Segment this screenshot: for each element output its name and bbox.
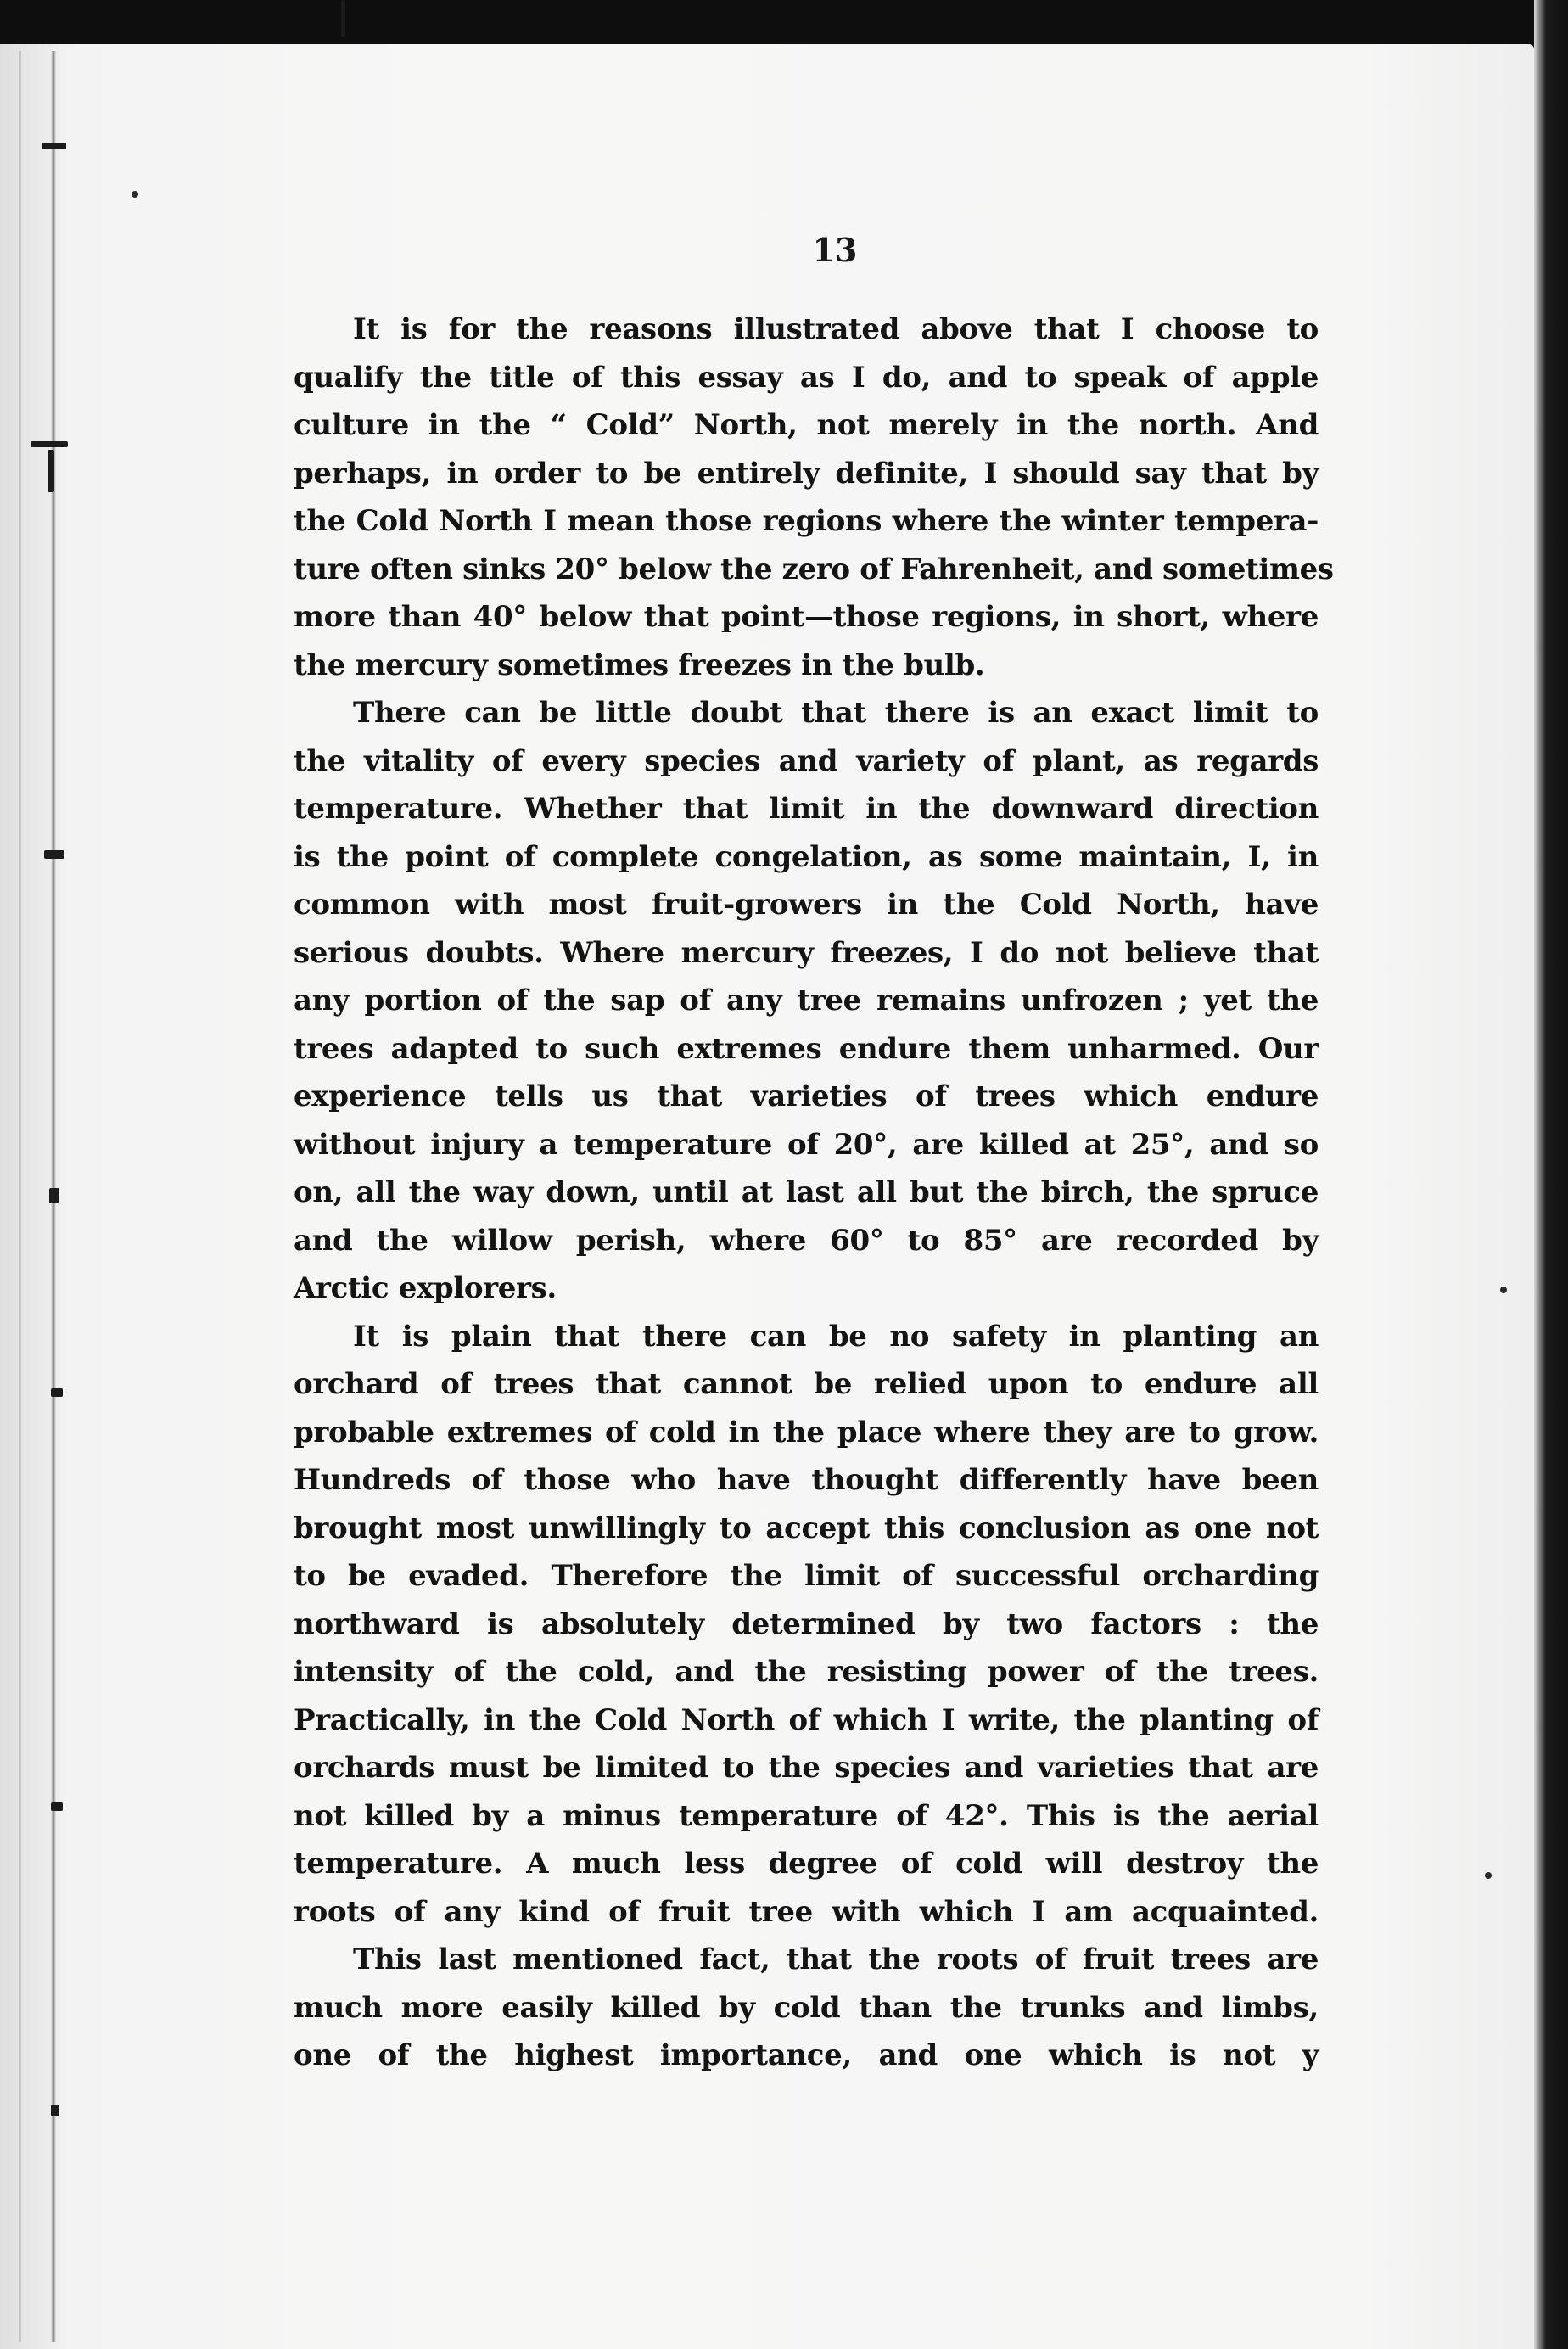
binding-mark xyxy=(51,2105,59,2116)
speck xyxy=(132,191,138,198)
body-text xyxy=(294,306,1334,2080)
binding-shadow xyxy=(19,51,21,2342)
text-line: serious doubts. Where mercury freezes, I do not believe that xyxy=(294,935,1319,970)
text-line: There can be little doubt that there is an exact limit to xyxy=(353,696,1319,730)
scan-top-edge xyxy=(0,0,1568,51)
text-line: qualify the title of this essay as I do, and to speak of apple xyxy=(294,360,1319,395)
binding-mark xyxy=(341,0,345,37)
text-line: any portion of the sap of any tree remains unfrozen ; yet the xyxy=(294,984,1319,1018)
text-line: experience tells us that varieties of trees which endure xyxy=(294,1079,1319,1113)
paragraph-3 xyxy=(294,1313,1319,1937)
binding-mark xyxy=(31,441,68,447)
text-line: is the point of complete congelation, as some maintain, I, in xyxy=(294,839,1319,874)
text-line: perhaps, in order to be entirely definite, I should say that by xyxy=(294,456,1319,491)
text-line: temperature. A much less degree of cold will destroy the xyxy=(294,1847,1319,1881)
binding-mark xyxy=(51,1802,63,1811)
binding-mark xyxy=(42,143,66,149)
text-line: orchard of trees that cannot be relied upon to endure all xyxy=(294,1367,1319,1401)
text-line: not killed by a minus temperature of 42°. This is the aerial xyxy=(294,1798,1319,1833)
text-line: It is plain that there can be no safety in planting an xyxy=(353,1319,1319,1354)
text-line: It is for the reasons illustrated above that I choose to xyxy=(353,312,1319,346)
text-line: the mercury sometimes freezes in the bulb. xyxy=(294,648,985,682)
text-line: trees adapted to such extremes endure them unharmed. Our xyxy=(294,1031,1319,1066)
text-line: probable extremes of cold in the place where they are to grow. xyxy=(294,1415,1319,1449)
text-line: common with most fruit-growers in the Cold North, have xyxy=(294,888,1319,922)
text-line: Hundreds of those who have thought differently have been xyxy=(294,1463,1319,1497)
text-line: temperature. Whether that limit in the downward direction xyxy=(294,792,1319,826)
text-line: Practically, in the Cold North of which I write, the planting of xyxy=(294,1702,1319,1737)
text-line: ture often sinks 20° below the zero of Fahrenheit, and sometimes xyxy=(294,552,1334,586)
text-line: intensity of the cold, and the resisting power of the trees. xyxy=(294,1655,1319,1689)
binding-mark xyxy=(48,450,54,492)
text-line: culture in the “ Cold” North, not merely in the north. And xyxy=(294,408,1319,442)
text-line: northward is absolutely determined by two factors : the xyxy=(294,1606,1319,1641)
paragraph-4 xyxy=(294,1936,1319,2080)
text-line: roots of any kind of fruit tree with which I am acquainted. xyxy=(294,1894,1319,1929)
binding-mark xyxy=(44,850,64,859)
text-line: the vitality of every species and variety of plant, as regards xyxy=(294,743,1319,778)
text-line: one of the highest importance, and one which is not y xyxy=(294,2038,1319,2072)
text-line: orchards must be limited to the species and varieties that are xyxy=(294,1751,1319,1785)
speck xyxy=(1485,1872,1492,1879)
speck xyxy=(1500,1287,1507,1293)
text-line: This last mentioned fact, that the roots of fruit trees are xyxy=(353,1943,1319,1976)
text-line: brought most unwillingly to accept this conclusion as one not xyxy=(294,1511,1319,1545)
text-line: much more easily killed by cold than the trunks and limbs, xyxy=(294,1990,1319,2025)
text-line: on, all the way down, until at last all but the birch, the spruce xyxy=(294,1175,1319,1209)
text-line: the Cold North I mean those regions where the winter tempera- xyxy=(294,504,1319,538)
text-line: without injury a temperature of 20°, are killed at 25°, and so xyxy=(294,1127,1319,1162)
paragraph-1 xyxy=(294,306,1334,689)
binding-mark xyxy=(49,1188,59,1203)
scan-right-edge xyxy=(1534,0,1568,2349)
page-number: 13 xyxy=(812,231,858,269)
text-line: Arctic explorers. xyxy=(294,1271,557,1305)
text-line: more than 40° below that point—those regions, in short, where xyxy=(294,600,1319,634)
binding-mark xyxy=(51,1388,63,1397)
text-line: and the willow perish, where 60° to 85° are recorded by xyxy=(294,1223,1319,1258)
paragraph-2 xyxy=(294,689,1319,1313)
text-line: to be evaded. Therefore the limit of successful orcharding xyxy=(294,1559,1319,1593)
